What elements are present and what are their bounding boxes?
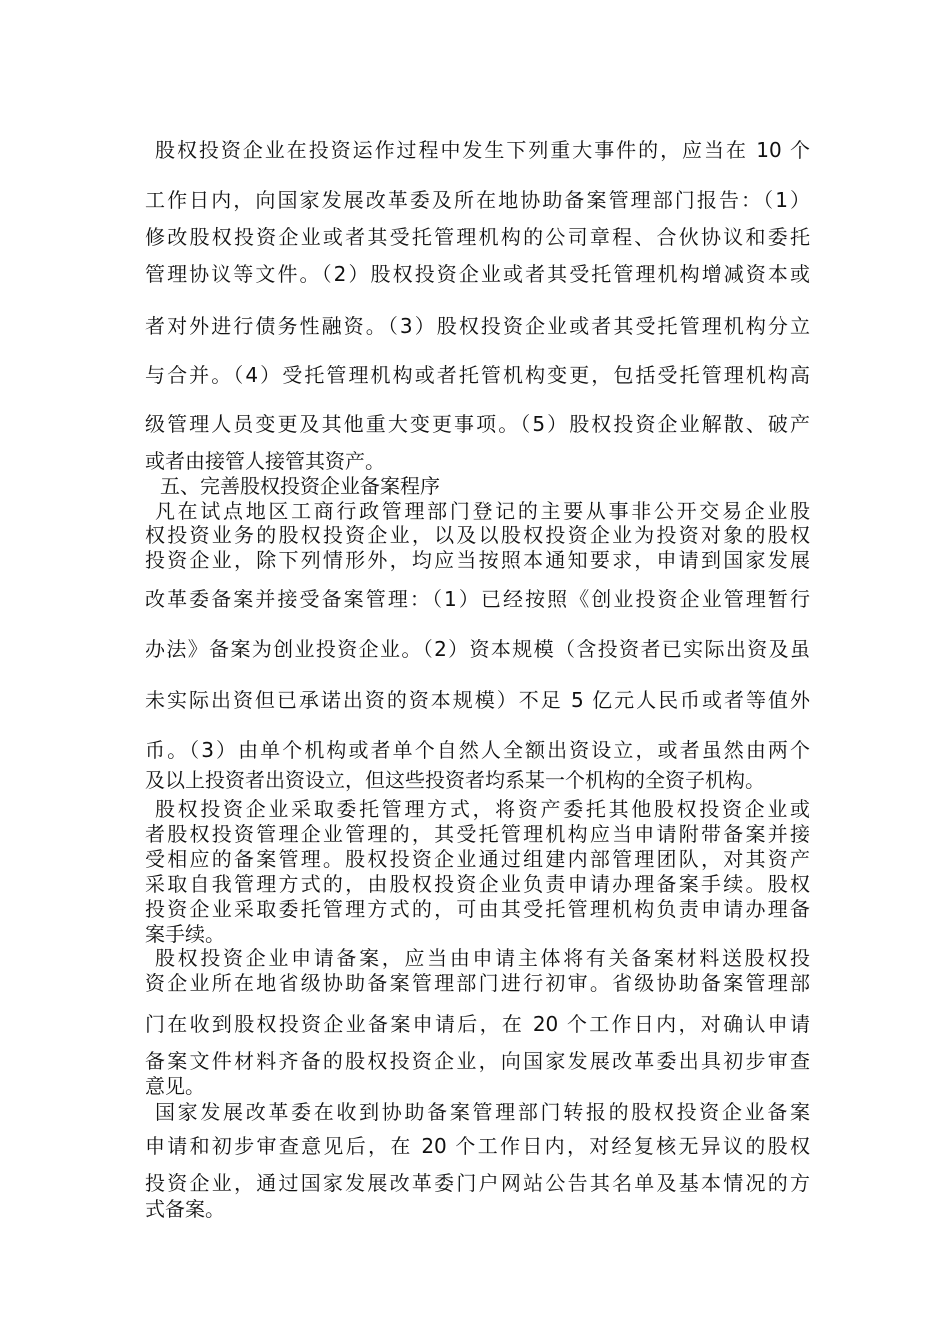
text-line: 采取自我管理方式的，由股权投资企业负责申请办理备案手续。股权 (145, 872, 810, 896)
text-line: 意见。 (145, 1074, 205, 1098)
text-line: 投资企业采取委托管理方式的，可由其受托管理机构负责申请办理备 (145, 897, 810, 921)
section-heading: 五、完善股权投资企业备案程序 (160, 474, 440, 498)
text-line: 投资企业，除下列情形外，均应当按照本通知要求，申请到国家发展 (145, 548, 810, 572)
text-line: 工作日内，向国家发展改革委及所在地协助备案管理部门报告：（1） (145, 188, 810, 212)
text-line: 股权投资企业申请备案，应当由申请主体将有关备案材料送股权投 (155, 946, 810, 970)
text-line: 与合并。（4）受托管理机构或者托管机构变更，包括受托管理机构高 (145, 363, 810, 387)
text-line: 资企业所在地省级协助备案管理部门进行初审。省级协助备案管理部 (145, 971, 810, 995)
text-line: 未实际出资但已承诺出资的资本规模）不足 5 亿元人民币或者等值外 (145, 688, 810, 712)
text-line: 式备案。 (145, 1197, 225, 1221)
text-line: 币。（3）由单个机构或者单个自然人全额出资设立，或者虽然由两个 (145, 738, 810, 762)
text-line: 门在收到股权投资企业备案申请后，在 20 个工作日内，对确认申请 (145, 1012, 810, 1036)
text-line: 国家发展改革委在收到协助备案管理部门转报的股权投资企业备案 (155, 1100, 810, 1124)
text-line: 备案文件材料齐备的股权投资企业，向国家发展改革委出具初步审查 (145, 1049, 810, 1073)
text-line: 股权投资企业采取委托管理方式，将资产委托其他股权投资企业或 (155, 797, 810, 821)
text-line: 或者由接管人接管其资产。 (145, 449, 385, 473)
text-line: 及以上投资者出资设立，但这些投资者均系某一个机构的全资子机构。 (145, 768, 765, 792)
text-line: 凡在试点地区工商行政管理部门登记的主要从事非公开交易企业股 (155, 499, 810, 523)
text-line: 级管理人员变更及其他重大变更事项。（5）股权投资企业解散、破产 (145, 412, 810, 436)
text-line: 管理协议等文件。（2）股权投资企业或者其受托管理机构增减资本或 (145, 262, 810, 286)
text-line: 申请和初步审查意见后，在 20 个工作日内，对经复核无异议的股权 (145, 1134, 810, 1158)
text-line: 受相应的备案管理。股权投资企业通过组建内部管理团队，对其资产 (145, 847, 810, 871)
text-line: 修改股权投资企业或者其受托管理机构的公司章程、合伙协议和委托 (145, 225, 810, 249)
text-line: 投资企业，通过国家发展改革委门户网站公告其名单及基本情况的方 (145, 1171, 810, 1195)
text-line: 权投资业务的股权投资企业，以及以股权投资企业为投资对象的股权 (145, 523, 810, 547)
text-line: 者对外进行债务性融资。（3）股权投资企业或者其受托管理机构分立 (145, 314, 810, 338)
text-line: 办法》备案为创业投资企业。（2）资本规模（含投资者已实际出资及虽 (145, 637, 810, 661)
text-line: 股权投资企业在投资运作过程中发生下列重大事件的，应当在 10 个 (155, 138, 810, 162)
text-line: 改革委备案并接受备案管理：（1）已经按照《创业投资企业管理暂行 (145, 587, 810, 611)
text-line: 案手续。 (145, 922, 225, 946)
text-line: 者股权投资管理企业管理的，其受托管理机构应当申请附带备案并接 (145, 822, 810, 846)
